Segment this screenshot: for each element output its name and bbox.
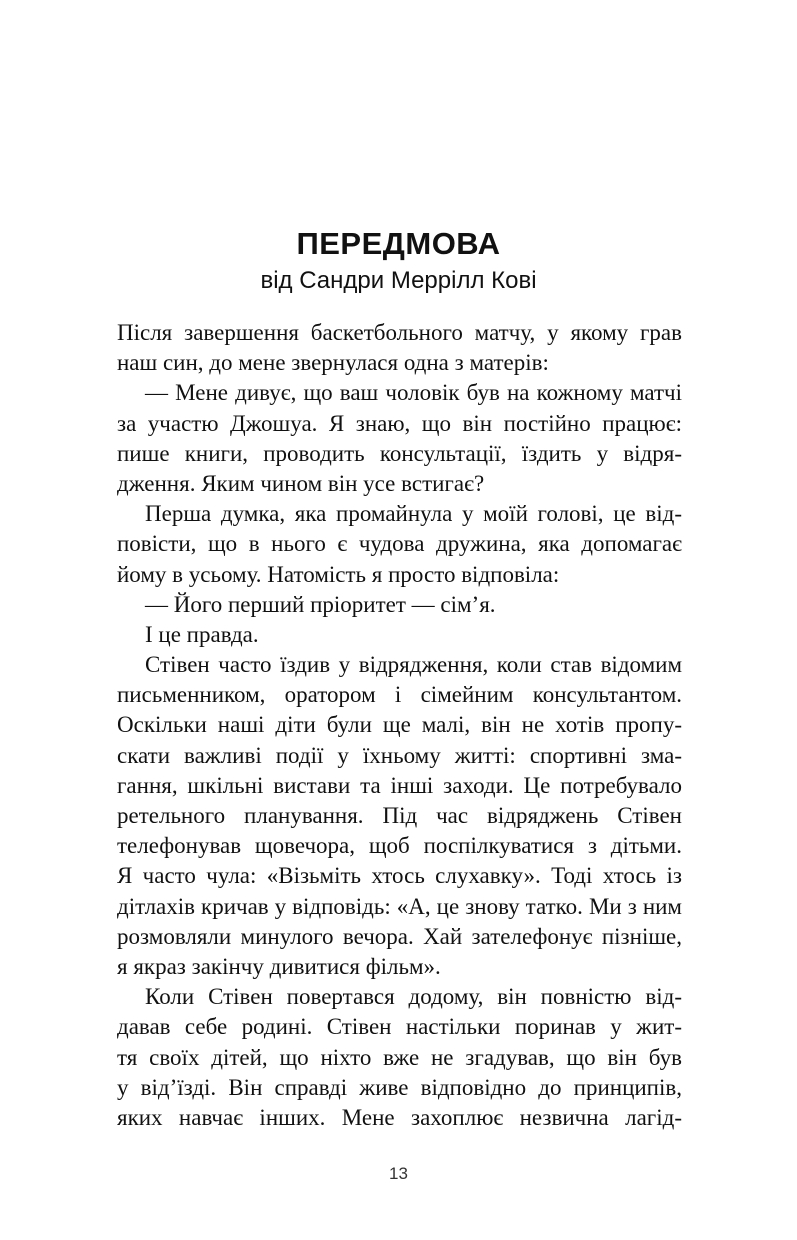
text-line: Оскільки наші діти були ще малі, він не хотів пропу- [117,712,682,738]
text-line: ретельного планування. Під час відряджень Стівен [117,803,682,828]
text-line: йому в усьому. Натомість я просто відповіла: [117,561,560,587]
text-line: Я часто чула: «Візьміть хтось слухавку». Тоді хтось із [117,863,682,889]
text-line: за участю Джошуа. Я знаю, що він постійно працює: [117,410,682,436]
chapter-subtitle: від Сандри Меррілл Кові [260,267,537,294]
text-line: я якраз закінчу дивитися фільм». [117,953,441,979]
text-line: повісти, що в нього є чудова дружина, яка допомагає [117,531,682,557]
text-line: Перша думка, яка промайнула у моїй голові, це від- [145,501,682,527]
chapter-title: ПЕРЕДМОВА [296,226,501,261]
text-line: давав себе родині. Стівен настільки поринав у жит- [117,1014,682,1040]
text-line: телефонував щовечора, щоб поспілкуватися з дітьми. [117,833,682,859]
text-line: Стівен часто їздив у відрядження, коли став відомим [145,652,682,678]
body-text [117,318,682,1133]
text-line: тя своїх дітей, що ніхто вже не згадував, що він був [117,1044,682,1070]
text-line: Коли Стівен повертався додому, він повністю від- [145,984,682,1010]
text-line: І це правда. [145,621,259,647]
text-line: дження. Яким чином він усе встигає? [117,470,485,496]
text-line: пише книги, проводить консультації, їздить у відря- [117,440,682,466]
text-line: — Його перший пріоритет — сім’я. [145,591,496,617]
text-line: письменником, оратором і сімейним консультантом. [117,682,682,708]
text-line: — Мене дивує, що ваш чоловік був на кожному матчі [145,380,682,406]
text-line: у від’їзді. Він справді живе відповідно до принципів, [117,1074,682,1100]
text-line: Після завершення баскетбольного матчу, у якому грав [117,320,682,345]
text-line: скати важливі події у їхньому житті: спортивні зма- [117,742,682,768]
text-line: розмовляли минулого вечора. Хай зателефонує пізніше, [117,923,682,949]
text-line: гання, шкільні вистави та інші заходи. Це потребувало [117,772,682,798]
text-line: дітлахів кричав у відповідь: «А, це знову татко. Ми з ним [117,893,682,919]
chapter-heading [0,225,797,297]
text-line: наш син, до мене звернулася одна з матерів: [117,350,549,376]
page-number: 13 [389,1164,408,1183]
text-line: яких навчає інших. Мене захоплює незвична лагід- [117,1104,682,1130]
